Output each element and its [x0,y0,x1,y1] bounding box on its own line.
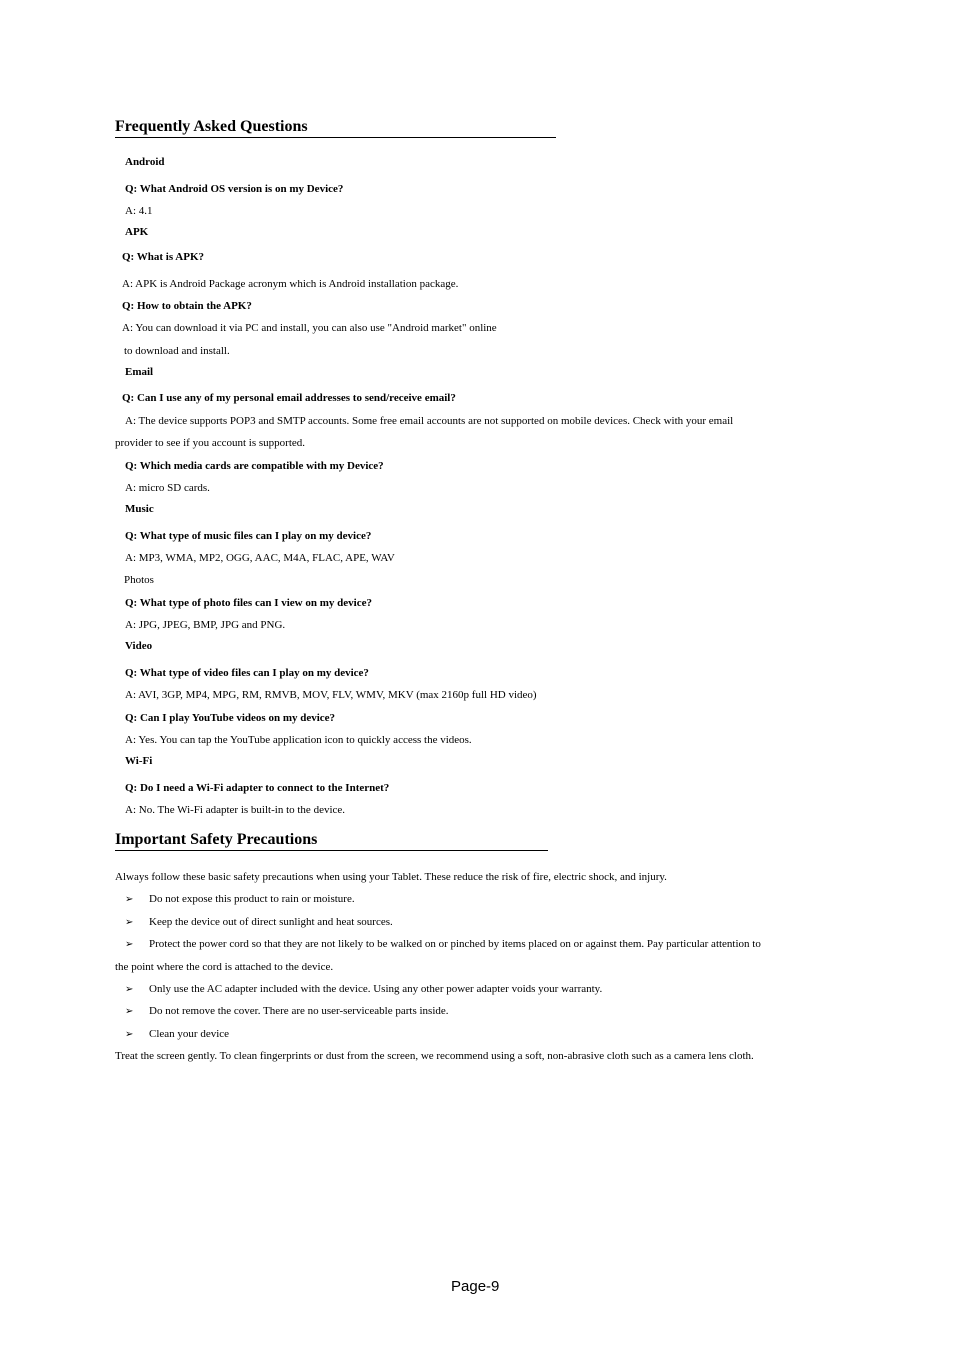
answer-android-version: A: 4.1 [125,205,153,217]
category-video: Video [125,640,153,652]
page-number: Page-9 [451,1278,500,1295]
safety-item-text: Protect the power cord so that they are not likely to be walked on or pinched by items placed on or against them. Pay particular attention to [149,938,761,950]
safety-item [125,1028,229,1040]
answer-email-addresses-line1: A: The device supports POP3 and SMTP accounts. Some free email accounts are not supported on mobile devices. Check with your email [125,415,734,427]
safety-item-text: Only use the AC adapter included with the device. Using any other power adapter voids your warranty. [149,983,603,995]
question-media-cards: Q: Which media cards are compatible with my Device? [125,460,384,472]
arrow-bullet-icon: ➢ [125,1006,134,1017]
question-youtube: Q: Can I play YouTube videos on my device? [125,712,336,724]
question-video-files: Q: What type of video files can I play on my device? [125,667,369,679]
answer-media-cards: A: micro SD cards. [125,482,210,494]
safety-item-text: Keep the device out of direct sunlight and heat sources. [149,916,393,928]
safety-item [125,1005,449,1017]
answer-wifi-adapter: A: No. The Wi-Fi adapter is built-in to the device. [125,804,346,816]
answer-video-files: A: AVI, 3GP, MP4, MPG, RM, RMVB, MOV, FLV, WMV, MKV (max 2160p full HD video) [125,689,537,701]
arrow-bullet-icon: ➢ [125,939,134,950]
safety-intro: Always follow these basic safety precautions when using your Tablet. These reduce the risk of fire, electric shock, and injury. [115,871,667,883]
answer-obtain-apk-line2: to download and install. [124,345,230,357]
answer-photo-files: A: JPG, JPEG, BMP, JPG and PNG. [125,619,286,631]
safety-item-text: Do not expose this product to rain or moisture. [149,893,355,905]
question-music-files: Q: What type of music files can I play on my device? [125,530,372,542]
category-wifi: Wi-Fi [125,755,153,767]
category-photos: Photos [124,574,154,586]
arrow-bullet-icon: ➢ [125,984,134,995]
category-email: Email [125,366,154,378]
question-what-is-apk: Q: What is APK? [122,251,205,263]
question-email-addresses: Q: Can I use any of my personal email addresses to send/receive email? [122,392,456,404]
faq-heading: Frequently Asked Questions [115,118,556,138]
question-android-version: Q: What Android OS version is on my Device? [125,183,344,195]
answer-youtube: A: Yes. You can tap the YouTube application icon to quickly access the videos. [125,734,472,746]
arrow-bullet-icon: ➢ [125,1029,134,1040]
answer-email-addresses-line2: provider to see if you account is supported. [115,437,306,449]
question-obtain-apk: Q: How to obtain the APK? [122,300,252,312]
safety-item-continuation: the point where the cord is attached to the device. [115,961,334,973]
safety-item [125,916,393,928]
arrow-bullet-icon: ➢ [125,917,134,928]
answer-music-files: A: MP3, WMA, MP2, OGG, AAC, M4A, FLAC, APE, WAV [125,552,395,564]
safety-closing: Treat the screen gently. To clean fingerprints or dust from the screen, we recommend using a soft, non-abrasive cloth such as a camera lens cloth. [115,1050,754,1062]
safety-item [125,938,761,950]
arrow-bullet-icon: ➢ [125,894,134,905]
answer-obtain-apk-line1: A: You can download it via PC and install, you can also use "Android market" online [122,322,497,334]
question-wifi-adapter: Q: Do I need a Wi-Fi adapter to connect to the Internet? [125,782,390,794]
safety-item-text: Clean your device [149,1028,230,1040]
category-android: Android [125,156,165,168]
safety-heading: Important Safety Precautions [115,831,548,851]
answer-what-is-apk: A: APK is Android Package acronym which is Android installation package. [122,278,459,290]
safety-item-text: Do not remove the cover. There are no user-serviceable parts inside. [149,1005,449,1017]
question-photo-files: Q: What type of photo files can I view on my device? [125,597,372,609]
category-apk: APK [125,226,149,238]
category-music: Music [125,503,154,515]
safety-item [125,983,602,995]
safety-item [125,893,355,905]
